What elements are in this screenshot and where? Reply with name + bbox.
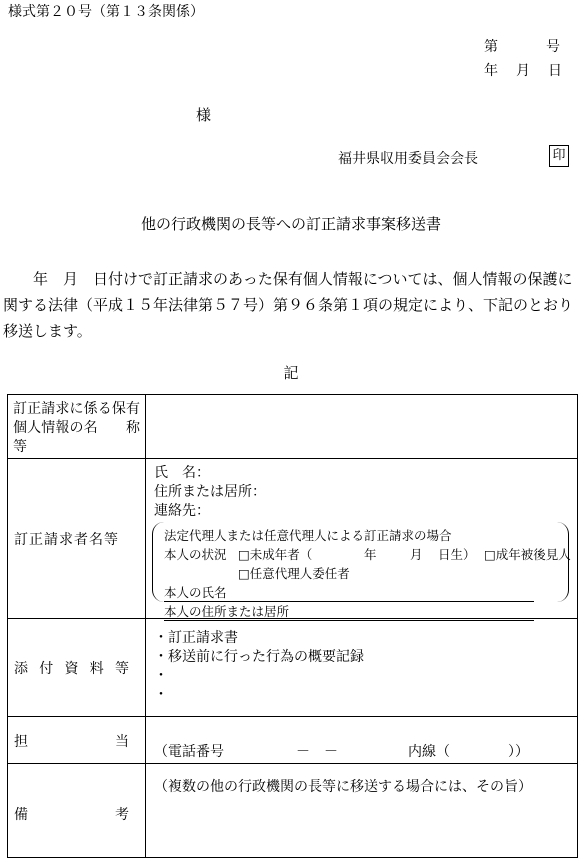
minor-checkbox[interactable]: □未成年者（ — [238, 547, 313, 562]
issuer-name: 福井県収用委員会会長 — [338, 151, 478, 167]
document-date-line — [484, 60, 562, 80]
info-name-cell[interactable] — [146, 395, 578, 459]
info-name-label: 訂正請求に係る保有個人情報の名 称 等 — [8, 395, 146, 459]
table-row — [8, 395, 578, 459]
person-status-label: 本人の状況 — [164, 547, 227, 562]
list-item: ・ — [154, 668, 168, 684]
person-name-field[interactable]: 本人の氏名 — [164, 583, 534, 602]
table-row — [8, 459, 578, 619]
day-label: 日 — [548, 63, 562, 79]
document-number-line — [484, 36, 560, 56]
table-row — [8, 764, 578, 858]
list-item: ・ — [154, 687, 168, 703]
form-number-label: 様式第２０号（第１３条関係） — [8, 4, 204, 20]
transfer-details-table — [7, 394, 578, 858]
person-address-field[interactable]: 本人の住所または居所 — [164, 602, 534, 621]
requester-cell[interactable] — [146, 459, 578, 619]
phone-label: （電話番号 — [154, 744, 224, 760]
phone-dash-2: － — [324, 744, 338, 760]
year-label: 年 — [484, 63, 498, 79]
birth-month-label: 月 — [410, 547, 423, 562]
number-prefix: 第 — [484, 39, 498, 55]
seal-mark: 印 — [549, 145, 569, 167]
remarks-text: （複数の他の行政機関の長等に移送する場合には、その旨） — [154, 779, 532, 795]
attachments-cell[interactable] — [146, 619, 578, 717]
number-suffix: 号 — [546, 39, 560, 55]
birth-day-label: 日生） — [438, 547, 476, 562]
table-row — [8, 619, 578, 717]
address-field-label: 住所または居所： — [154, 484, 266, 500]
extension-label: 内線（ — [408, 744, 450, 760]
ki-heading: 記 — [283, 364, 299, 382]
proxy-heading: 法定代理人または任意代理人による訂正請求の場合 — [164, 528, 452, 543]
name-field-label: 氏 名： — [154, 465, 210, 481]
remarks-label: 備 考 — [8, 764, 146, 858]
extension-close: ）） — [508, 744, 529, 760]
table-row — [8, 717, 578, 764]
phone-dash-1: － — [296, 744, 310, 760]
list-item: ・移送前に行った行為の概要記録 — [154, 649, 364, 665]
contact-field-label: 連絡先： — [154, 503, 210, 519]
agent-checkbox[interactable]: □任意代理人委任者 — [238, 566, 350, 581]
list-item: ・訂正請求書 — [154, 630, 238, 646]
adult-ward-checkbox[interactable]: □成年被後見人 — [484, 547, 571, 562]
document-title: 他の行政機関の長等への訂正請求事案移送書 — [140, 215, 441, 233]
month-label: 月 — [516, 63, 530, 79]
body-text: 年 月 日付けで訂正請求のあった保有個人情報については、個人情報の保護に関する法律（平成１５年法律第５７号）第９６条第１項の規定により、下記のとおり移送します。 — [3, 270, 574, 340]
contact-person-cell[interactable] — [146, 717, 578, 764]
remarks-cell[interactable] — [146, 764, 578, 858]
birth-year-label: 年 — [364, 547, 377, 562]
attachments-label: 添 付 資 料 等 — [8, 619, 146, 717]
addressee-honorific: 様 — [196, 106, 212, 124]
contact-person-label: 担 当 — [8, 717, 146, 764]
requester-label: 訂正請求者名等 — [8, 459, 146, 619]
